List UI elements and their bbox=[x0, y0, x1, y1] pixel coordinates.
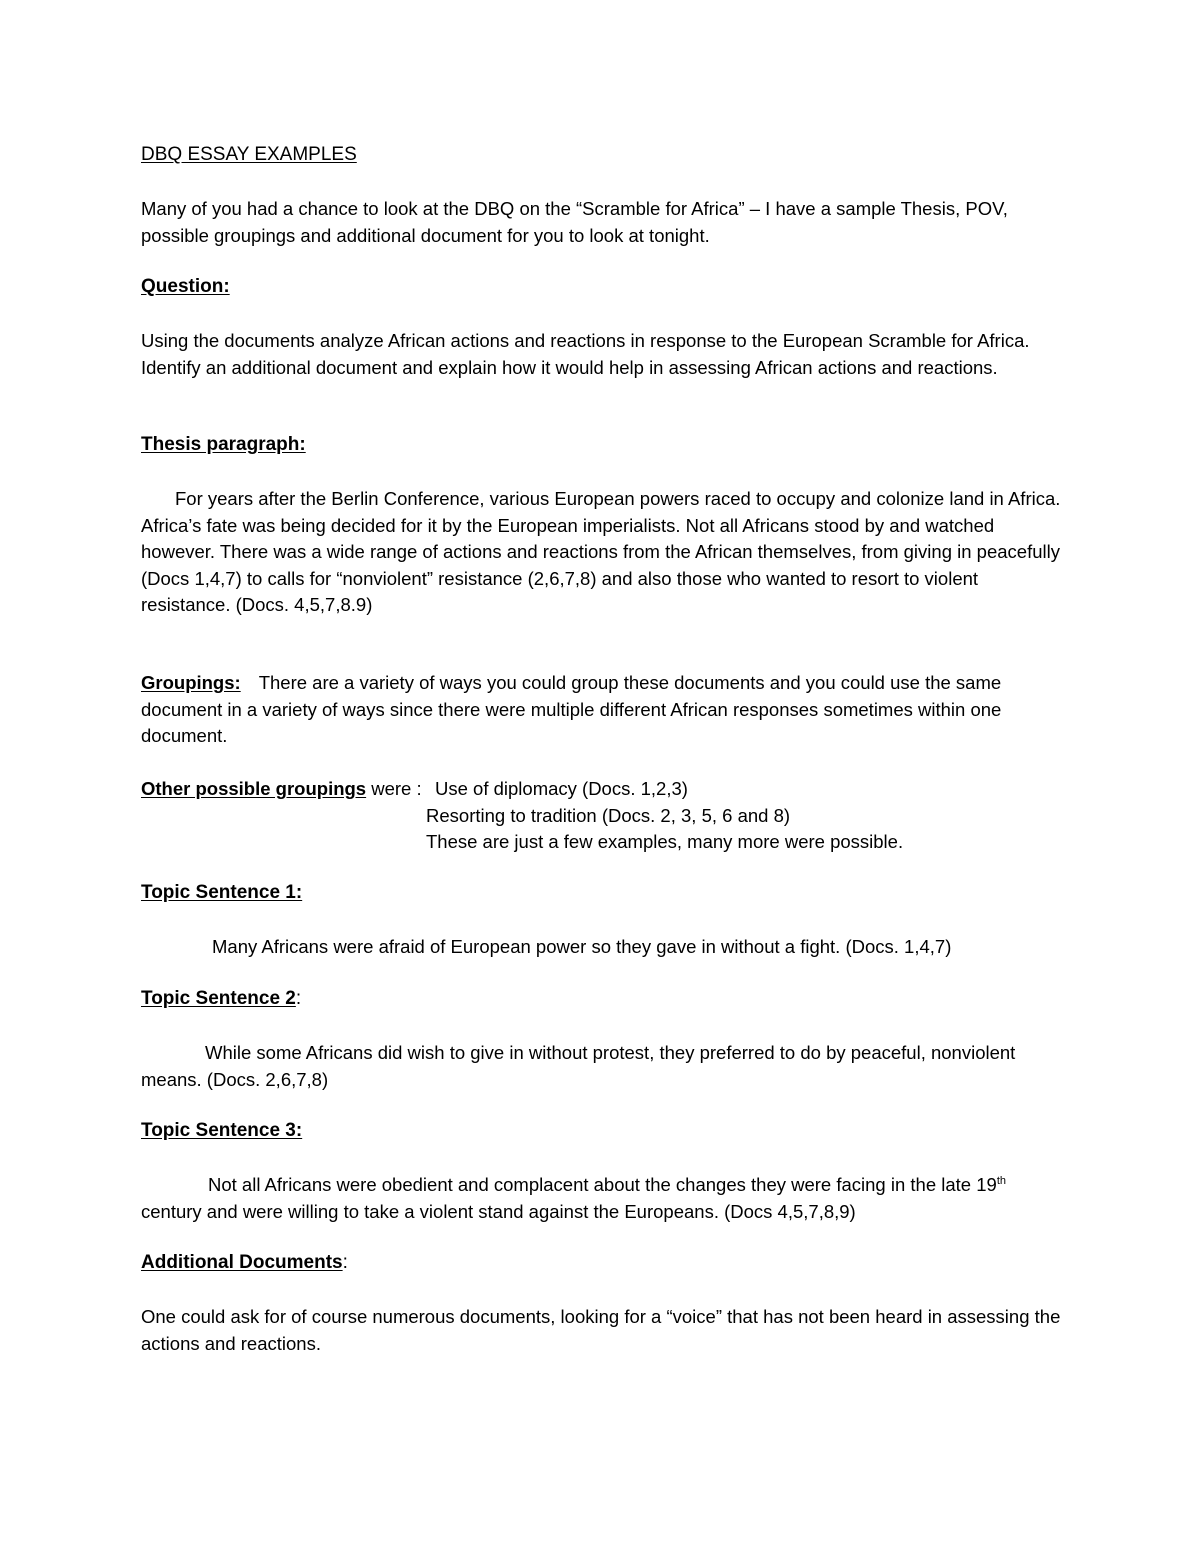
ordinal-superscript: th bbox=[996, 1174, 1006, 1187]
topic2-paragraph: While some Africans did wish to give in without protest, they preferred to do by peaceful, nonviolent means. (Docs. 2,6,7,8) bbox=[141, 1042, 1016, 1090]
additional-paragraph: One could ask for of course numerous documents, looking for a “voice” that has not been heard in assessing the actions and reactions. bbox=[141, 1306, 1061, 1354]
question-paragraph: Using the documents analyze African actions and reactions in response to the European Scramble for Africa. Identify an additional document and explain how it would help in assessing African actions and reactions. bbox=[141, 330, 1030, 378]
list-item: Use of diplomacy (Docs. 1,2,3) bbox=[435, 778, 688, 799]
document-title: DBQ ESSAY EXAMPLES bbox=[141, 144, 357, 165]
other-groupings-were: were : bbox=[366, 778, 422, 799]
list-item: Resorting to tradition (Docs. 2, 3, 5, 6 and 8) bbox=[426, 804, 791, 826]
topic3-heading: Topic Sentence 3: bbox=[141, 1120, 303, 1141]
groupings-heading: Groupings: bbox=[141, 672, 241, 693]
thesis-heading: Thesis paragraph: bbox=[141, 434, 306, 455]
question-heading: Question: bbox=[141, 276, 230, 297]
groupings-paragraph bbox=[141, 670, 1061, 750]
topic2-heading-line: Topic Sentence 2: bbox=[141, 988, 302, 1009]
intro-paragraph: Many of you had a chance to look at the DBQ on the “Scramble for Africa” – I have a sample Thesis, POV, possible groupings and additional document for you to look at tonight. bbox=[141, 198, 1008, 246]
groupings-text: There are a variety of ways you could group these documents and you could use the same document in a variety of ways since there were multiple different African responses sometimes within one document. bbox=[141, 672, 1002, 746]
other-groupings-list bbox=[426, 776, 1035, 856]
additional-heading: Additional Documents bbox=[141, 1252, 343, 1273]
topic3-paragraph: Not all Africans were obedient and complacent about the changes they were facing in the late 19th century and were willing to take a violent stand against the Europeans. (Docs 4,5,7,8,9) bbox=[141, 1174, 1006, 1222]
other-groupings-heading: Other possible groupings bbox=[141, 778, 367, 799]
thesis-paragraph: For years after the Berlin Conference, various European powers raced to occupy and colonize land in Africa. Africa’s fate was being decided for it by the European imperialists. Not all Africans stood by and watched however. There was a wide range of actions and reactions from the African themselves, from giving in peacefully (Docs 1,4,7) to calls for “nonviolent” resistance (2,6,7,8) and also those who wanted to resort to violent resistance. (Docs. 4,5,7,8.9) bbox=[141, 488, 1061, 615]
additional-heading-line: Additional Documents: bbox=[141, 1252, 348, 1273]
topic1-paragraph: Many Africans were afraid of European power so they gave in without a fight. (Docs. 1,4,7) bbox=[212, 936, 952, 957]
topic1-heading: Topic Sentence 1: bbox=[141, 882, 303, 903]
list-item: These are just a few examples, many more were possible. bbox=[426, 831, 904, 852]
topic2-heading: Topic Sentence 2 bbox=[141, 988, 296, 1009]
